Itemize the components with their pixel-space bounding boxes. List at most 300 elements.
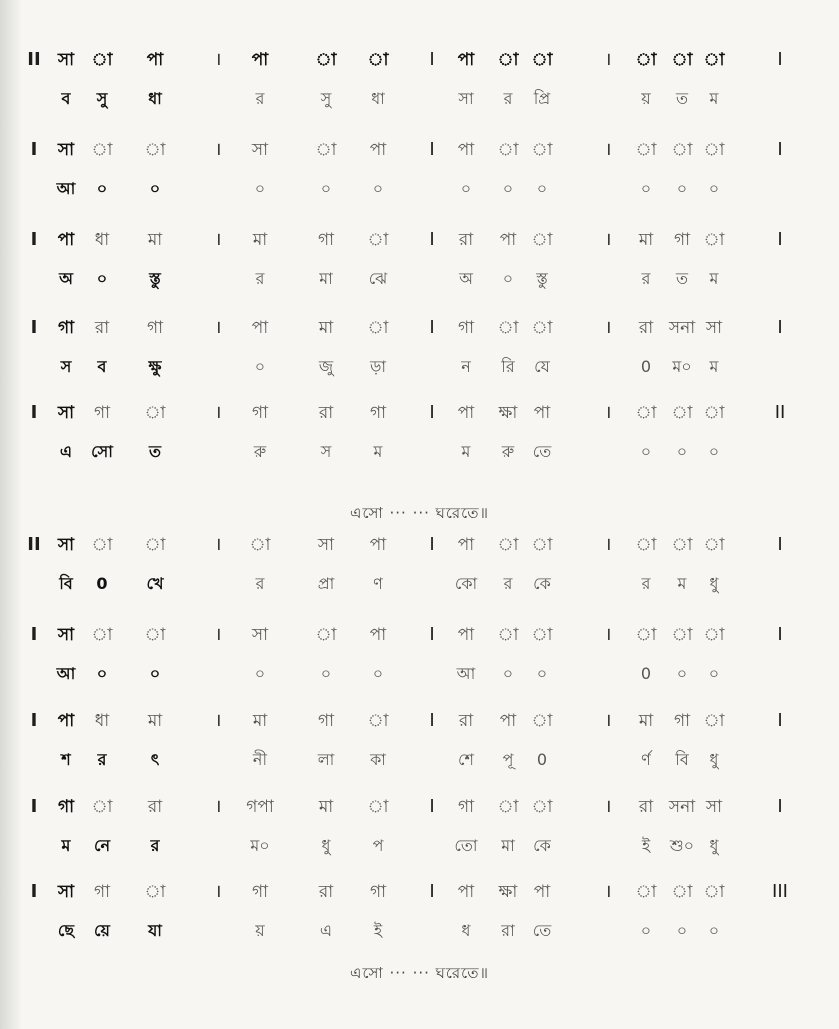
- lyric-syllable: ই: [641, 836, 651, 855]
- bar-divider: I: [429, 139, 435, 160]
- note-cell: রা: [458, 230, 474, 250]
- note-cell: ক্ষা: [498, 403, 518, 423]
- note-cell: পা: [251, 50, 269, 70]
- lyric-syllable: ব: [97, 357, 107, 376]
- bar-divider: ।: [214, 624, 222, 645]
- lyric-syllable: প্রা: [317, 574, 335, 593]
- bar-divider: ।: [214, 881, 222, 902]
- lyrics-line: [0, 750, 839, 770]
- lyric-syllable: ০: [149, 664, 161, 683]
- note-cell: গা: [673, 711, 691, 731]
- note-cell: সা: [317, 535, 335, 555]
- bar-divider: ।: [214, 229, 222, 250]
- note-cell: রা: [318, 403, 334, 423]
- note-cell: গা: [369, 403, 387, 423]
- lyric-syllable: ঝে: [368, 269, 388, 288]
- lyric-syllable: ০: [502, 664, 514, 683]
- lyric-syllable: য়ে: [94, 921, 110, 940]
- lyric-syllable: ধা: [148, 89, 162, 108]
- lyric-syllable: তো: [454, 836, 478, 855]
- note-cell: মা: [147, 230, 163, 250]
- note-cell: মা: [252, 711, 268, 731]
- bar-divider: I: [429, 881, 435, 902]
- lyric-syllable: জু: [318, 357, 334, 376]
- lyric-syllable: ম০: [250, 836, 270, 855]
- lyric-syllable: য়: [255, 921, 265, 940]
- note-cell: সা: [251, 140, 269, 160]
- lyric-syllable: কা: [370, 750, 386, 769]
- lyric-syllable: 0: [640, 357, 652, 376]
- note-cell: রা: [638, 318, 654, 338]
- bar-divider: ।: [214, 49, 222, 70]
- lyric-syllable: ন: [461, 357, 471, 376]
- note-cell: ধা: [94, 230, 110, 250]
- note-cell: পা: [146, 50, 164, 70]
- lyric-syllable: নী: [252, 750, 268, 769]
- note-cell: া: [703, 230, 725, 250]
- lyric-syllable: স: [60, 357, 72, 376]
- lyric-syllable: ০: [708, 442, 720, 461]
- note-cell: া: [497, 797, 519, 817]
- bar-divider: I: [429, 796, 435, 817]
- note-cell: সা: [57, 50, 75, 70]
- lyric-syllable: ছে: [57, 921, 75, 940]
- note-cell: পা: [369, 625, 387, 645]
- lyric-syllable: য়: [641, 89, 651, 108]
- note-cell: সা: [57, 535, 75, 555]
- note-cell: া: [367, 230, 389, 250]
- note-cell: া: [367, 711, 389, 731]
- lyric-syllable: বি: [675, 750, 689, 769]
- end-bar-symbol: I: [777, 624, 783, 645]
- note-cell: সা: [57, 140, 75, 160]
- note-cell: া: [671, 535, 693, 555]
- note-cell: া: [315, 140, 337, 160]
- note-cell: া: [531, 140, 553, 160]
- note-cell: া: [249, 535, 271, 555]
- note-cell: সা: [57, 625, 75, 645]
- lyric-syllable: ০: [708, 664, 720, 683]
- lyric-syllable: শ: [61, 750, 71, 769]
- note-cell: া: [703, 403, 725, 423]
- lyric-syllable: ০: [149, 179, 161, 198]
- lyric-syllable: র: [150, 836, 160, 855]
- note-cell: া: [671, 403, 693, 423]
- bar-divider: ।: [604, 229, 612, 250]
- lyric-syllable: অ: [59, 269, 73, 288]
- lyric-syllable: নে: [93, 836, 111, 855]
- note-cell: পা: [457, 535, 475, 555]
- lyric-syllable: লা: [317, 750, 335, 769]
- note-cell: পা: [457, 403, 475, 423]
- lyric-syllable: মা: [319, 269, 333, 288]
- note-cell: া: [635, 50, 657, 70]
- lyric-syllable: ০: [640, 442, 652, 461]
- note-cell: পা: [533, 403, 551, 423]
- lyric-syllable: ০: [708, 179, 720, 198]
- note-cell: া: [531, 535, 553, 555]
- note-cell: া: [531, 797, 553, 817]
- bar-divider: ।: [214, 796, 222, 817]
- lyric-syllable: এ: [59, 442, 73, 461]
- note-cell: গা: [93, 403, 111, 423]
- lyric-syllable: ০: [676, 442, 688, 461]
- lyric-syllable: ম: [709, 89, 719, 108]
- note-cell: গা: [369, 882, 387, 902]
- lyric-syllable: ০: [640, 179, 652, 198]
- lyric-syllable: ত: [148, 442, 162, 461]
- note-cell: া: [635, 140, 657, 160]
- note-cell: রা: [94, 318, 110, 338]
- note-cell: া: [91, 797, 113, 817]
- lyric-syllable: ৎ: [150, 750, 160, 769]
- note-cell: া: [531, 318, 553, 338]
- lyric-syllable: ম: [373, 442, 383, 461]
- end-bar-symbol: I: [777, 317, 783, 338]
- lyric-syllable: আ: [456, 664, 476, 683]
- end-bar-symbol: III: [772, 881, 788, 902]
- lyrics-line: [0, 921, 839, 941]
- bar-divider: I: [429, 624, 435, 645]
- lyric-syllable: সা: [458, 89, 474, 108]
- note-cell: পা: [457, 50, 475, 70]
- lyric-syllable: র: [255, 89, 265, 108]
- lyric-syllable: কে: [533, 836, 551, 855]
- lyric-syllable: র্ণ: [641, 750, 651, 769]
- lyric-syllable: ০: [536, 179, 548, 198]
- note-cell: া: [703, 140, 725, 160]
- note-cell: পা: [499, 711, 517, 731]
- lyric-syllable: কো: [454, 574, 478, 593]
- lyrics-line: [0, 664, 839, 684]
- lyric-syllable: আ: [56, 664, 76, 683]
- lyric-syllable: ত: [675, 269, 689, 288]
- note-cell: ক্ষা: [498, 882, 518, 902]
- lyric-syllable: ০: [96, 664, 108, 683]
- note-cell: মা: [147, 711, 163, 731]
- refrain-line: এসো ··· ··· ঘরেতে॥: [350, 504, 489, 522]
- end-bar-symbol: I: [777, 139, 783, 160]
- note-cell: পা: [457, 625, 475, 645]
- notation-line: [0, 535, 839, 555]
- note-cell: গা: [57, 797, 75, 817]
- note-cell: া: [315, 625, 337, 645]
- lyrics-line: [0, 574, 839, 594]
- lyric-syllable: ০: [676, 664, 688, 683]
- lyric-syllable: রু: [253, 442, 267, 461]
- lyric-syllable: র: [97, 750, 107, 769]
- bar-divider: I: [429, 229, 435, 250]
- notation-line: [0, 625, 839, 645]
- lyric-syllable: ০: [708, 921, 720, 940]
- note-cell: া: [703, 711, 725, 731]
- note-cell: গা: [457, 797, 475, 817]
- note-cell: গা: [251, 882, 269, 902]
- lyric-syllable: রা: [501, 921, 515, 940]
- lyric-syllable: ০: [254, 357, 266, 376]
- note-cell: রা: [318, 882, 334, 902]
- note-cell: গা: [251, 403, 269, 423]
- notation-line: [0, 318, 839, 338]
- lyric-syllable: ম: [709, 269, 719, 288]
- lyric-syllable: প্রি: [533, 89, 551, 108]
- note-cell: গা: [673, 230, 691, 250]
- start-bar-symbol: II: [27, 534, 41, 555]
- lyrics-line: [0, 442, 839, 462]
- note-cell: পা: [57, 230, 75, 250]
- lyric-syllable: ম: [677, 574, 687, 593]
- start-bar-symbol: I: [30, 881, 38, 902]
- lyric-syllable: ০: [320, 664, 332, 683]
- lyric-syllable: খে: [146, 574, 164, 593]
- lyrics-line: [0, 89, 839, 109]
- note-cell: মা: [638, 230, 654, 250]
- note-cell: া: [671, 882, 693, 902]
- bar-divider: ।: [214, 710, 222, 731]
- lyrics-line: [0, 357, 839, 377]
- lyric-syllable: কে: [533, 574, 551, 593]
- note-cell: া: [635, 535, 657, 555]
- lyric-syllable: আ: [56, 179, 76, 198]
- lyric-syllable: ব: [61, 89, 71, 108]
- note-cell: মা: [638, 711, 654, 731]
- note-cell: পা: [57, 711, 75, 731]
- lyric-syllable: তে: [532, 442, 552, 461]
- lyric-syllable: ম: [709, 357, 719, 376]
- note-cell: গা: [317, 711, 335, 731]
- bar-divider: ।: [214, 317, 222, 338]
- note-cell: া: [91, 50, 113, 70]
- note-cell: া: [703, 625, 725, 645]
- bar-divider: ।: [604, 710, 612, 731]
- note-cell: পা: [533, 882, 551, 902]
- bar-divider: ।: [604, 317, 612, 338]
- lyric-syllable: যা: [148, 921, 162, 940]
- start-bar-symbol: I: [30, 624, 38, 645]
- note-cell: া: [367, 50, 389, 70]
- note-cell: গা: [457, 318, 475, 338]
- bar-divider: I: [429, 317, 435, 338]
- note-cell: া: [703, 535, 725, 555]
- note-cell: া: [531, 50, 553, 70]
- lyric-syllable: ০: [676, 179, 688, 198]
- bar-divider: I: [429, 710, 435, 731]
- note-cell: া: [315, 50, 337, 70]
- note-cell: া: [635, 882, 657, 902]
- lyric-syllable: ০: [676, 921, 688, 940]
- note-cell: রা: [458, 711, 474, 731]
- note-cell: সনা: [668, 797, 696, 817]
- note-cell: া: [367, 797, 389, 817]
- lyric-syllable: বি: [59, 574, 73, 593]
- lyric-syllable: ০: [460, 179, 472, 198]
- bar-divider: I: [429, 49, 435, 70]
- lyric-syllable: ধু: [709, 574, 719, 593]
- lyric-syllable: ০: [254, 664, 266, 683]
- lyric-syllable: ধু: [321, 836, 331, 855]
- lyric-syllable: ০: [536, 664, 548, 683]
- bar-divider: ।: [604, 139, 612, 160]
- start-bar-symbol: I: [30, 710, 38, 731]
- lyric-syllable: যে: [534, 357, 550, 376]
- lyric-syllable: পূ: [502, 750, 514, 769]
- note-cell: া: [497, 140, 519, 160]
- note-cell: া: [531, 625, 553, 645]
- note-cell: গা: [57, 318, 75, 338]
- start-bar-symbol: I: [30, 139, 38, 160]
- lyric-syllable: এ: [319, 921, 333, 940]
- lyric-syllable: তে: [532, 921, 552, 940]
- lyric-syllable: ধা: [371, 89, 385, 108]
- lyric-syllable: সো: [91, 442, 113, 461]
- note-cell: া: [144, 625, 166, 645]
- lyric-syllable: র: [255, 574, 265, 593]
- note-cell: া: [144, 535, 166, 555]
- note-cell: গা: [146, 318, 164, 338]
- lyric-syllable: ম: [61, 836, 71, 855]
- lyric-syllable: ম০: [672, 357, 692, 376]
- note-cell: া: [635, 625, 657, 645]
- note-cell: া: [497, 318, 519, 338]
- bar-divider: ।: [214, 139, 222, 160]
- bar-divider: I: [429, 402, 435, 423]
- note-cell: মা: [318, 318, 334, 338]
- lyric-syllable: ০: [372, 664, 384, 683]
- lyric-syllable: ম: [461, 442, 471, 461]
- lyric-syllable: ত: [675, 89, 689, 108]
- lyric-syllable: র: [255, 269, 265, 288]
- notation-line: [0, 797, 839, 817]
- lyric-syllable: ধু: [709, 836, 719, 855]
- lyric-syllable: র: [503, 574, 513, 593]
- lyric-syllable: মা: [501, 836, 515, 855]
- note-cell: সা: [251, 625, 269, 645]
- start-bar-symbol: I: [30, 402, 38, 423]
- bar-divider: ।: [604, 881, 612, 902]
- note-cell: া: [497, 50, 519, 70]
- start-bar-symbol: I: [30, 796, 38, 817]
- bar-divider: ।: [604, 796, 612, 817]
- note-cell: া: [91, 140, 113, 160]
- lyric-syllable: 0: [96, 574, 108, 593]
- end-bar-symbol: I: [777, 796, 783, 817]
- lyric-syllable: ০: [254, 179, 266, 198]
- lyric-syllable: 0: [640, 664, 652, 683]
- note-cell: রা: [147, 797, 163, 817]
- lyric-syllable: স্তু: [149, 269, 161, 288]
- note-cell: া: [671, 50, 693, 70]
- end-bar-symbol: I: [777, 710, 783, 731]
- lyric-syllable: অ: [459, 269, 473, 288]
- lyric-syllable: ০: [372, 179, 384, 198]
- lyric-syllable: ড়া: [369, 357, 387, 376]
- note-cell: পা: [499, 230, 517, 250]
- notation-line: [0, 403, 839, 423]
- end-bar-symbol: II: [774, 402, 786, 423]
- notation-line: [0, 882, 839, 902]
- start-bar-symbol: I: [30, 317, 38, 338]
- bar-divider: ।: [214, 402, 222, 423]
- bar-divider: ।: [214, 534, 222, 555]
- note-cell: ধা: [94, 711, 110, 731]
- bar-divider: ।: [604, 402, 612, 423]
- note-cell: পা: [457, 140, 475, 160]
- lyric-syllable: ০: [320, 179, 332, 198]
- note-cell: া: [671, 625, 693, 645]
- lyric-syllable: ক্ষু: [148, 357, 162, 376]
- notation-line: [0, 230, 839, 250]
- note-cell: া: [497, 535, 519, 555]
- lyric-syllable: র: [503, 89, 513, 108]
- note-cell: সনা: [668, 318, 696, 338]
- note-cell: পা: [251, 318, 269, 338]
- note-cell: া: [367, 318, 389, 338]
- bar-divider: I: [429, 534, 435, 555]
- lyric-syllable: 0: [536, 750, 548, 769]
- note-cell: া: [671, 140, 693, 160]
- lyric-syllable: ০: [96, 179, 108, 198]
- note-cell: া: [531, 711, 553, 731]
- lyric-syllable: শু০: [669, 836, 695, 855]
- lyric-syllable: ণ: [373, 574, 383, 593]
- lyric-syllable: ০: [96, 269, 108, 288]
- note-cell: সা: [57, 882, 75, 902]
- bar-divider: ।: [604, 49, 612, 70]
- note-cell: সা: [705, 797, 723, 817]
- refrain-line: এসো ··· ··· ঘরেতে॥: [350, 964, 489, 982]
- lyric-syllable: ০: [502, 269, 514, 288]
- notation-line: [0, 140, 839, 160]
- start-bar-symbol: II: [27, 49, 41, 70]
- note-cell: া: [144, 140, 166, 160]
- note-cell: া: [531, 230, 553, 250]
- note-cell: া: [497, 625, 519, 645]
- lyrics-line: [0, 836, 839, 856]
- note-cell: সা: [705, 318, 723, 338]
- end-bar-symbol: I: [777, 534, 783, 555]
- start-bar-symbol: I: [30, 229, 38, 250]
- lyric-syllable: ধ: [461, 921, 471, 940]
- lyric-syllable: প: [372, 836, 384, 855]
- end-bar-symbol: I: [777, 229, 783, 250]
- lyric-syllable: স: [320, 442, 332, 461]
- end-bar-symbol: I: [777, 49, 783, 70]
- notation-line: [0, 711, 839, 731]
- lyric-syllable: ০: [502, 179, 514, 198]
- lyric-syllable: র: [641, 269, 651, 288]
- lyric-syllable: সু: [96, 89, 108, 108]
- notation-line: [0, 50, 839, 70]
- note-cell: া: [703, 50, 725, 70]
- note-cell: পা: [369, 140, 387, 160]
- note-cell: গা: [93, 882, 111, 902]
- lyric-syllable: স্তু: [536, 269, 548, 288]
- lyric-syllable: সু: [320, 89, 332, 108]
- note-cell: মা: [318, 797, 334, 817]
- note-cell: া: [144, 403, 166, 423]
- lyric-syllable: ই: [373, 921, 383, 940]
- bar-divider: ।: [604, 534, 612, 555]
- lyric-syllable: শে: [458, 750, 474, 769]
- lyric-syllable: রু: [501, 442, 515, 461]
- note-cell: রা: [638, 797, 654, 817]
- lyric-syllable: রি: [501, 357, 515, 376]
- note-cell: সা: [57, 403, 75, 423]
- note-cell: গা: [317, 230, 335, 250]
- lyric-syllable: ০: [640, 921, 652, 940]
- note-cell: া: [144, 882, 166, 902]
- note-cell: া: [635, 403, 657, 423]
